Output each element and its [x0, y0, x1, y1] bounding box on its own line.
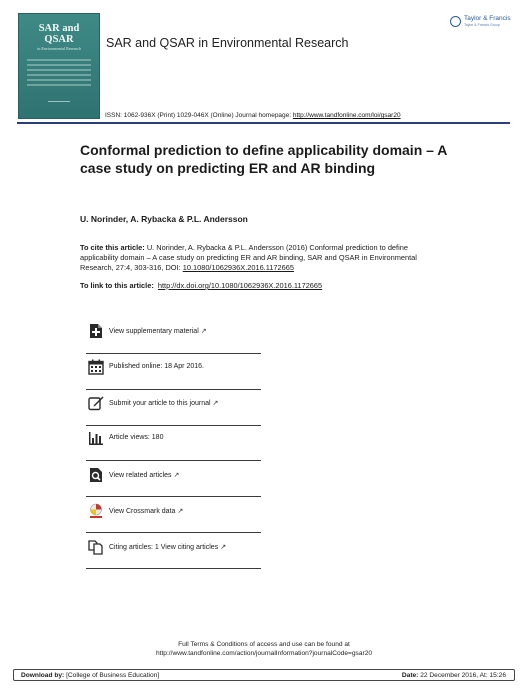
action-label: Citing articles: 1 View citing articles: [109, 544, 219, 551]
external-link-icon: ↗: [220, 544, 227, 551]
action-label: View Crossmark data: [109, 508, 176, 515]
journal-title: SAR and QSAR in Environmental Research: [106, 36, 349, 50]
issn-line: [105, 112, 401, 119]
action-view-citing[interactable]: [86, 533, 261, 563]
download-by-value: [College of Business Education]: [64, 671, 160, 679]
terms-line-1: Full Terms & Conditions of access and use can be found at: [178, 641, 350, 648]
supplementary-plus-icon: [88, 323, 104, 339]
terms-url-link[interactable]: http://www.tandfonline.com/action/journalInformation?journalCode=gsar20: [155, 650, 373, 657]
issn-text: ISSN: 1062-936X (Print) 1029-046X (Online) Journal homepage:: [105, 112, 293, 119]
article-title: Conformal prediction to define applicability domain – A case study on predicting ER and AR binding: [80, 142, 447, 176]
download-date-label: Date:: [401, 671, 419, 679]
citing-icon: [88, 539, 104, 555]
citation-doi-link[interactable]: 10.1080/1062936X.2016.1172665: [182, 263, 294, 272]
publisher-logo-tagline: Taylor & Francis Group: [464, 23, 500, 27]
action-view-supplementary[interactable]: [86, 317, 261, 347]
action-label: Published online: 18 Apr 2016.: [109, 363, 204, 370]
terms-notice: [0, 640, 528, 658]
action-published-online: [86, 353, 261, 383]
action-submit-article[interactable]: [86, 389, 261, 419]
related-search-icon: [88, 467, 104, 483]
citation-label: To cite this article:: [80, 243, 145, 252]
download-date-value: 22 December 2016, At: 15:26: [418, 671, 506, 679]
publisher-logo: [450, 14, 516, 32]
edit-icon: [88, 395, 104, 411]
journal-homepage-link[interactable]: http://www.tandfonline.com/loi/gsar20: [292, 112, 401, 119]
cover-publisher-mark: [48, 101, 70, 110]
cover-title: SAR and QSAR: [38, 23, 80, 45]
action-label: View supplementary material: [109, 328, 199, 335]
external-link-icon: ↗: [212, 400, 219, 407]
publisher-logo-icon: [450, 16, 461, 27]
citation-block: [80, 243, 440, 273]
citation-text: U. Norinder, A. Rybacka & P.L. Andersson (2016) Conformal prediction to define applicability domain – A case study on predicting ER and AR binding, SAR and QSAR in Environmental Research, 27:4, 303-316, DOI:: [80, 243, 417, 272]
cover-subtitle: in Environmental Research: [37, 46, 81, 51]
action-label: View related articles: [109, 472, 172, 479]
external-link-icon: ↗: [200, 328, 207, 335]
external-link-icon: ↗: [173, 472, 180, 479]
action-divider: [86, 568, 261, 569]
action-view-crossmark[interactable]: [86, 497, 261, 527]
action-article-views: [86, 424, 261, 454]
article-doi-url[interactable]: http://dx.doi.org/10.1080/1062936X.2016.1172665: [157, 281, 323, 290]
action-view-related[interactable]: [86, 461, 261, 491]
journal-cover-image: [18, 13, 100, 119]
bar-chart-icon: [88, 430, 104, 446]
calendar-icon: [88, 359, 104, 375]
publisher-logo-name: Taylor & Francis: [464, 15, 511, 22]
article-link-label: To link to this article:: [80, 281, 154, 290]
crossmark-icon: [88, 503, 104, 519]
action-label: Submit your article to this journal: [109, 400, 211, 407]
article-authors: U. Norinder, A. Rybacka & P.L. Andersson: [80, 214, 248, 224]
cover-decoration: [27, 59, 91, 89]
download-info-bar: [13, 669, 515, 681]
action-label: Article views: 180: [109, 434, 164, 441]
download-by-label: Download by:: [21, 671, 65, 679]
article-link-line: [80, 281, 322, 290]
external-link-icon: ↗: [177, 508, 184, 515]
header-divider: [17, 122, 510, 124]
